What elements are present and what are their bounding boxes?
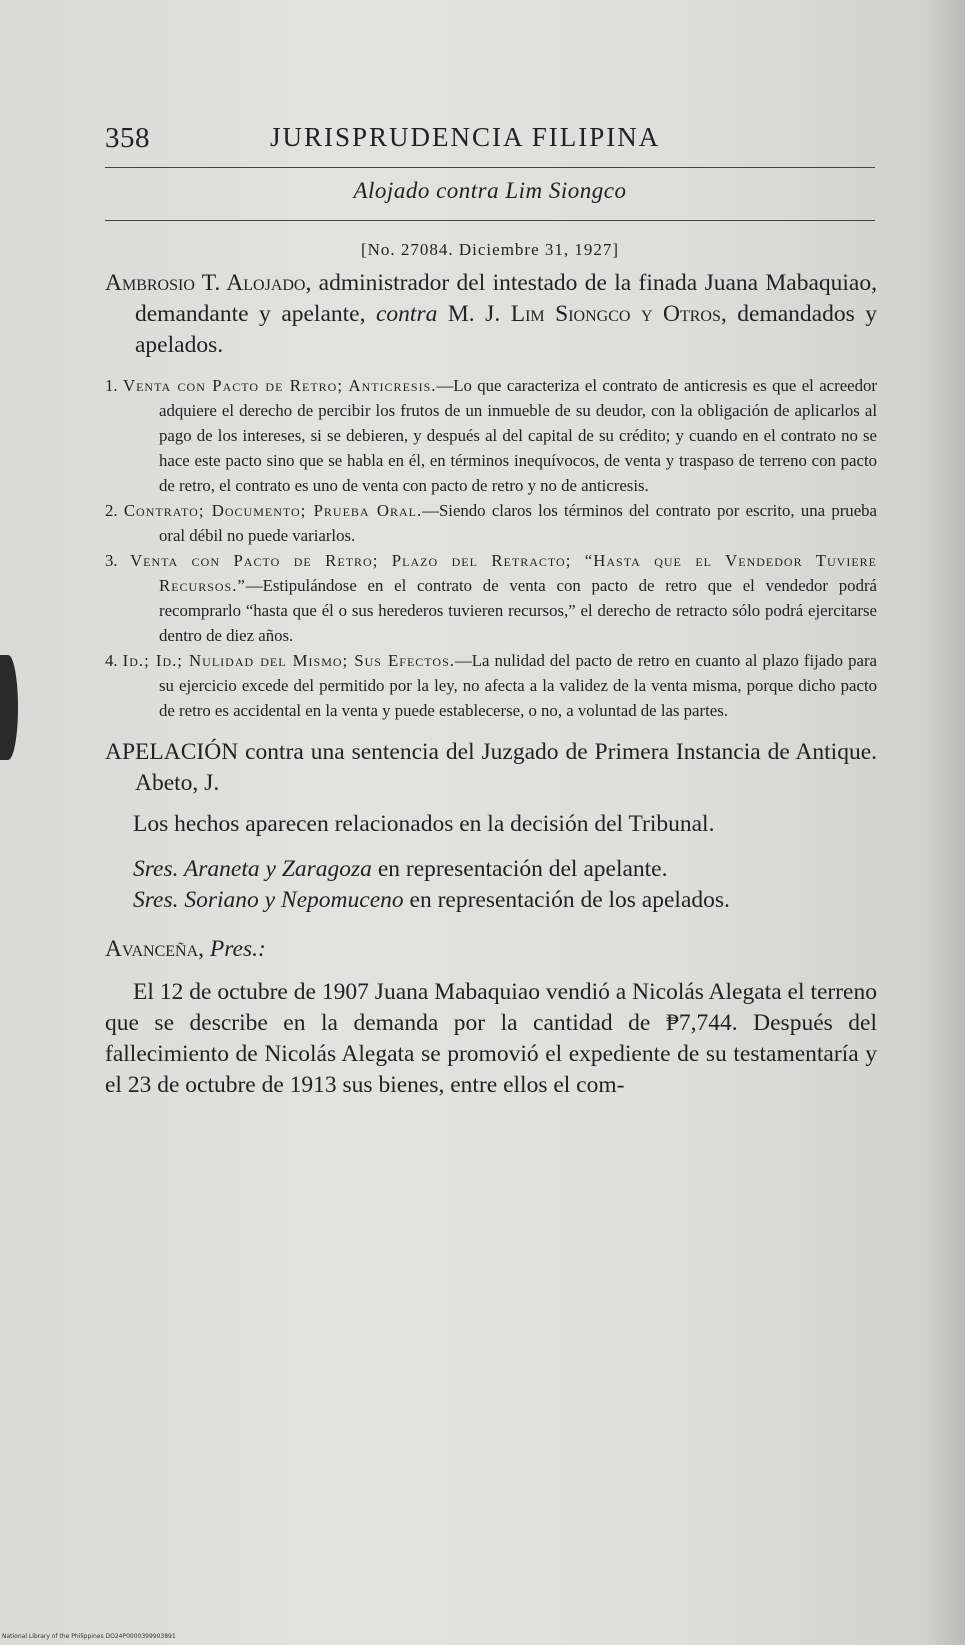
defendant-name: M. J. Lim Siongco y Otros <box>447 301 721 327</box>
header-rule <box>105 167 875 168</box>
syllabus-text: —Estipulándose en el contrato de venta con pacto de retro que el vendedor podrá recomprarlo “hasta que él o sus herederos tuvieren recursos,” el derecho de retracto sólo podrá ejercitarse dentro de diez años. <box>159 576 877 645</box>
syllabus-heading: Contrato; Documento; Prueba Oral. <box>123 501 423 520</box>
page-header <box>105 118 875 168</box>
opinion-paragraph: El 12 de octubre de 1907 Juana Mabaquiao vendió a Nicolás Alegata el terreno que se describe en la demanda por la cantidad de ₱7,744. Después del fallecimiento de Nicolás Alegata se promovió el expediente de su testamentaría y el 23 de octubre de 1913 sus bienes, entre ellos el com- <box>105 979 877 1098</box>
syllabus-list <box>105 373 877 723</box>
syllabus-item <box>105 373 877 498</box>
case-parties <box>105 268 877 361</box>
syllabus-text: —Siendo claros los términos del contrato por escrito, una prueba oral débil no puede variarlos. <box>159 501 877 545</box>
syllabus-text: —Lo que caracteriza el contrato de anticresis es que el acreedor adquiere el derecho de percibir los frutos de un inmueble de su deudor, con la obligación de aplicarlos al pago de los intereses, si se debieren, y después al del capital de su crédito; y cuando en el contrato no se hace este pacto sino que se habla en él, en términos inequívocos, de venta y traspaso de terreno con pacto de retro, el contrato es uno de venta con pacto de retro y no de anticresis. <box>159 376 877 495</box>
plaintiff-name: Ambrosio T. Alojado <box>105 270 306 296</box>
scan-footer: National Library of the Philippines DO24P0000399903891 <box>2 1633 176 1640</box>
syllabus-heading: Id.; Id.; Nulidad del Mismo; Sus Efectos. <box>122 651 455 670</box>
justice-line: Avanceña, Pres.: <box>105 936 266 962</box>
plaintiff-description: , administrador del intestado de la finada Juana Mabaquiao, demandante y apelante, <box>135 270 877 327</box>
syllabus-heading: Venta con Pacto de Retro; Anticresis. <box>122 376 437 395</box>
counsel-appellant <box>105 854 877 885</box>
syllabus-item <box>105 548 877 648</box>
counsel-appellees <box>105 885 877 916</box>
syllabus-heading: Venta con Pacto de Retro; Plazo del Retracto; “Hasta que el Vendedor Tuviere Recursos.” <box>130 551 877 595</box>
contra-word: contra <box>376 301 438 327</box>
syllabus-number: 2. <box>105 501 118 520</box>
page-shadow <box>925 0 965 1645</box>
case-number: [No. 27084. Diciembre 31, 1927] <box>360 240 620 259</box>
subtitle-rule <box>105 220 875 221</box>
syllabus-item <box>105 498 877 548</box>
page-edge-mark <box>0 655 18 760</box>
justice-name: Avanceña <box>105 936 199 962</box>
syllabus-number: 4. <box>105 651 118 670</box>
case-subtitle: Alojado contra Lim Siongco <box>353 178 627 203</box>
syllabus-number: 1. <box>105 376 118 395</box>
facts-paragraph: Los hechos aparecen relacionados en la decisión del Tribunal. <box>133 811 715 837</box>
syllabus-item <box>105 648 877 723</box>
counsel-names: Sres. Soriano y Nepomuceno <box>133 887 404 913</box>
justice-title: Pres.: <box>209 936 266 962</box>
page-content <box>105 268 877 1115</box>
syllabus-text: —La nulidad del pacto de retro en cuanto al plazo fijado para su ejercicio excede del permitido por la ley, no afecta a la validez de la venta misma, porque dicho pacto de retro es accidental en la venta y puede establecerse, o no, a voluntad de las partes. <box>159 651 877 720</box>
counsel-role: en representación del apelante. <box>371 856 668 882</box>
page-number: 358 <box>105 122 150 154</box>
counsel-role: en representación de los apelados. <box>403 887 730 913</box>
defendant-description: , demandados y apelados. <box>135 301 878 358</box>
counsel-names: Sres. Araneta y Zaragoza <box>133 856 372 882</box>
running-title: JURISPRUDENCIA FILIPINA <box>270 122 661 152</box>
appeal-paragraph: APELACIÓN contra una sentencia del Juzgado de Primera Instancia de Antique. Abeto, J. <box>105 739 877 796</box>
syllabus-number: 3. <box>105 551 118 570</box>
